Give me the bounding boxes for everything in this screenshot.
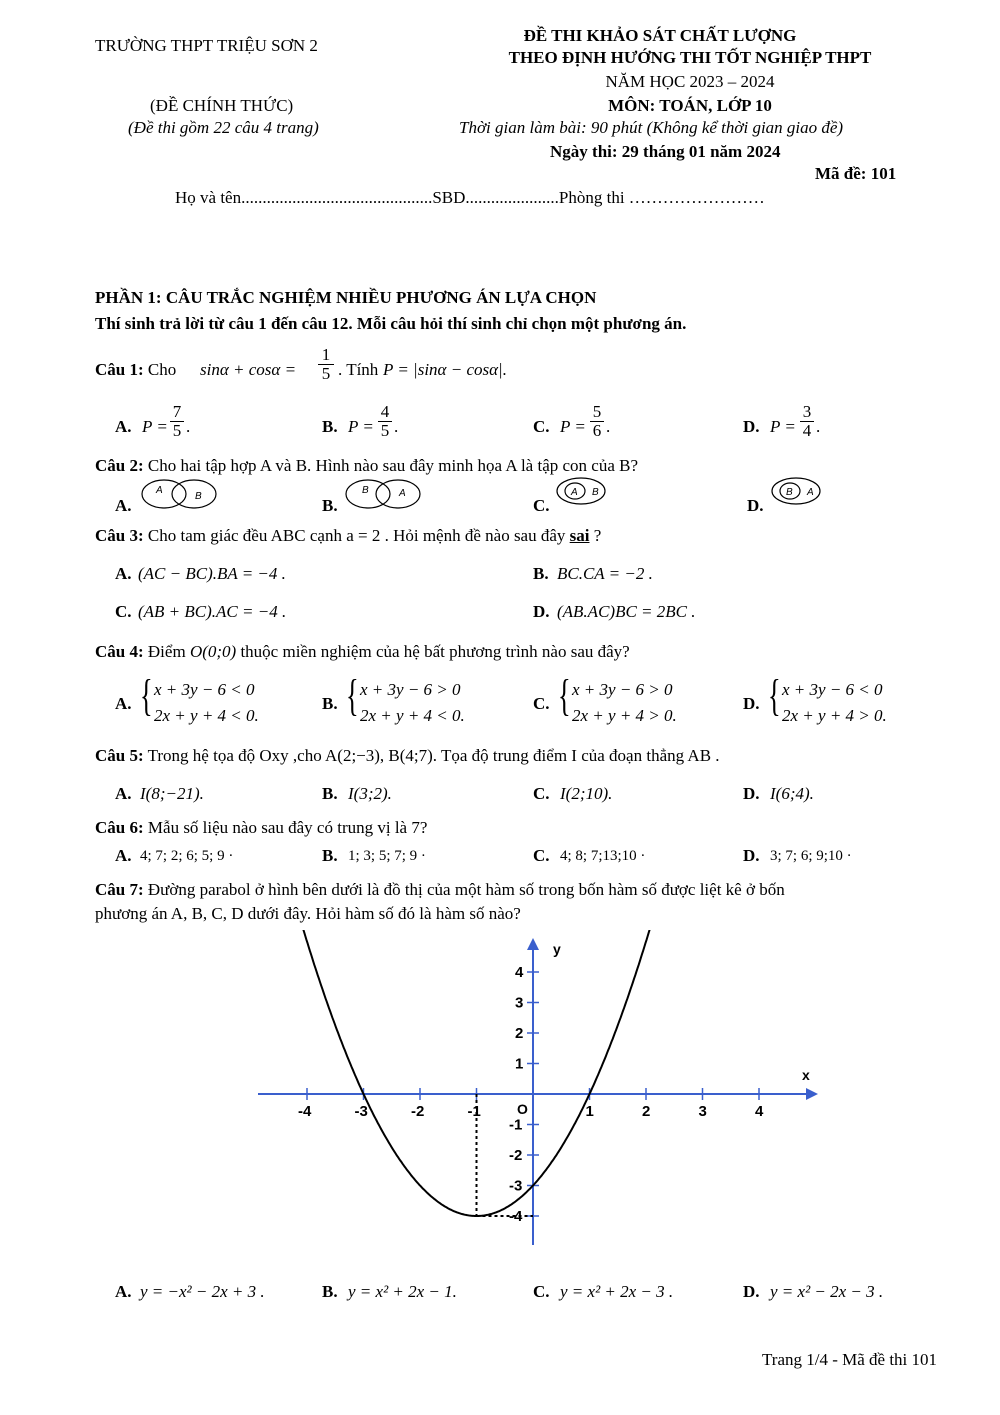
q5-stem bbox=[95, 746, 720, 766]
q4-opt-a[interactable]: A. bbox=[115, 694, 132, 713]
q3-stem bbox=[95, 526, 601, 546]
q1-label: Câu 1: bbox=[95, 360, 144, 379]
q3-ans-d: (AB.AC)BC = 2BC . bbox=[557, 602, 696, 621]
q6-ans-b: 1; 3; 5; 7; 9 · bbox=[348, 848, 426, 864]
q4-sys-a-line2: 2x + y + 4 < 0. bbox=[154, 706, 259, 725]
q1-frac-d: 3 4 bbox=[800, 403, 814, 440]
q4-opt-c[interactable]: C. bbox=[533, 694, 550, 713]
q5-ans-a: I(8;−21). bbox=[140, 784, 204, 803]
school-name: TRƯỜNG THPT TRIỆU SƠN 2 bbox=[95, 36, 318, 55]
graph-axes bbox=[258, 938, 818, 1245]
q7-label: Câu 7: bbox=[95, 880, 144, 899]
q6-opt-d[interactable]: D. bbox=[743, 846, 760, 865]
y-tick-label: 4 bbox=[515, 964, 524, 981]
y-tick-label: -4 bbox=[509, 1208, 523, 1225]
q1-ans-d: P = bbox=[770, 417, 796, 436]
q5-ans-c: I(2;10). bbox=[560, 784, 613, 803]
q4-text-a: Điểm bbox=[147, 642, 186, 661]
q6-ans-a: 4; 7; 2; 6; 5; 9 · bbox=[140, 848, 234, 864]
exam-title-1: ĐỀ THI KHẢO SÁT CHẤT LƯỢNG bbox=[523, 26, 797, 45]
q6-ans-c: 4; 8; 7;13;10 · bbox=[560, 848, 646, 864]
q1-frac-a: 7 5 bbox=[170, 403, 184, 440]
q7-stem-line1 bbox=[95, 880, 785, 900]
q2-venn-c-label-b: B bbox=[592, 487, 599, 498]
q4-sys-d-line1: x + 3y − 6 < 0 bbox=[782, 680, 883, 699]
pages-note: (Đề thi gồm 22 câu 4 trang) bbox=[128, 118, 319, 137]
q1-fraction: 1 5 bbox=[318, 346, 334, 383]
q3-label: Câu 3: bbox=[95, 526, 144, 545]
q7-ans-b: y = x² + 2x − 1. bbox=[348, 1282, 457, 1301]
q4-sys-c-line2: 2x + y + 4 > 0. bbox=[572, 706, 677, 725]
q5-opt-b[interactable]: B. bbox=[322, 784, 338, 803]
y-tick-label: -3 bbox=[509, 1177, 523, 1195]
q7-opt-a[interactable]: A. bbox=[115, 1282, 132, 1301]
q3-ans-a: (AC − BC).BA = −4 . bbox=[138, 564, 286, 583]
q3-opt-a[interactable]: A. bbox=[115, 564, 132, 583]
q6-stem bbox=[95, 818, 427, 838]
q7-ans-c: y = x² + 2x − 3 . bbox=[560, 1282, 674, 1301]
x-tick-label: -4 bbox=[298, 1103, 312, 1120]
q7-opt-d[interactable]: D. bbox=[743, 1282, 760, 1301]
exam-code: Mã đề: 101 bbox=[815, 164, 897, 183]
q2-venn-c-label-a: A bbox=[571, 487, 578, 498]
q3-ans-b: BC.CA = −2 . bbox=[557, 564, 653, 583]
q2-venn-d-label-a: A bbox=[807, 487, 814, 498]
q2-venn-d-label-b: B bbox=[786, 487, 793, 498]
q6-label: Câu 6: bbox=[95, 818, 144, 837]
q1-ans-b: P = bbox=[348, 417, 374, 436]
q4-stem bbox=[95, 642, 630, 662]
q3-text: Cho tam giác đều ABC cạnh a = 2 . Hỏi mệnh đề nào sau đây bbox=[147, 526, 566, 545]
q3-opt-b[interactable]: B. bbox=[533, 564, 549, 583]
q2-venn-b-label-b: B bbox=[362, 485, 369, 496]
q4-opt-b[interactable]: B. bbox=[322, 694, 338, 713]
q6-text: Mẫu số liệu nào sau đây có trung vị là 7? bbox=[147, 818, 428, 837]
q4-text-b: thuộc miền nghiệm của hệ bất phương trình nào sau đây? bbox=[240, 642, 630, 661]
q6-opt-b[interactable]: B. bbox=[322, 846, 338, 865]
q2-venn-a bbox=[138, 476, 222, 512]
q7-ans-a: y = −x² − 2x + 3 . bbox=[140, 1282, 265, 1301]
q5-opt-a[interactable]: A. bbox=[115, 784, 132, 803]
x-tick-label: 3 bbox=[698, 1103, 707, 1120]
q1-target: P = |sinα − cosα|. bbox=[383, 360, 507, 379]
y-axis-arrow bbox=[527, 938, 539, 950]
q7-opt-c[interactable]: C. bbox=[533, 1282, 550, 1301]
parabola-graph bbox=[250, 930, 830, 1260]
q7-text1: Đường parabol ở hình bên dưới là đồ thị của một hàm số trong bốn hàm số được liệt kê ở bốn bbox=[147, 880, 785, 899]
q5-opt-c[interactable]: C. bbox=[533, 784, 550, 803]
q6-ans-d: 3; 7; 6; 9;10 · bbox=[770, 848, 852, 864]
q3-opt-d[interactable]: D. bbox=[533, 602, 550, 621]
x-tick-label: -3 bbox=[354, 1103, 368, 1120]
q1-frac-c: 5 6 bbox=[590, 403, 604, 440]
q3-ans-c: (AB + BC).AC = −4 . bbox=[138, 602, 287, 621]
q4-sys-b-line2: 2x + y + 4 < 0. bbox=[360, 706, 465, 725]
q6-opt-a[interactable]: A. bbox=[115, 846, 132, 865]
q2-venn-d bbox=[770, 476, 826, 508]
q1-text-a: Cho bbox=[147, 360, 177, 379]
part1-instruction: Thí sinh trả lời từ câu 1 đến câu 12. Mỗi câu hỏi thí sinh chỉ chọn một phương án. bbox=[95, 314, 687, 333]
q4-sys-d-line2: 2x + y + 4 > 0. bbox=[782, 706, 887, 725]
q5-text: Trong hệ tọa độ Oxy ,cho A(2;−3), B(4;7). Tọa độ trung điểm I của đoạn thẳng AB . bbox=[147, 746, 720, 765]
q2-opt-c[interactable]: C. bbox=[533, 496, 550, 515]
y-tick-label: -2 bbox=[509, 1147, 523, 1164]
exam-title-2: THEO ĐỊNH HƯỚNG THI TỐT NGHIỆP THPT bbox=[508, 48, 872, 67]
official-label: (ĐỀ CHÍNH THỨC) bbox=[150, 96, 294, 115]
q3-text-wrong: sai bbox=[569, 526, 590, 545]
x-tick-label: 2 bbox=[642, 1103, 651, 1120]
q1-opt-d[interactable]: D. bbox=[743, 417, 760, 436]
time-note: Thời gian làm bài: 90 phút (Không kể thời gian giao đề) bbox=[459, 118, 844, 137]
q4-sys-a-line1: x + 3y − 6 < 0 bbox=[154, 680, 255, 699]
q1-expr: sinα + cosα = bbox=[200, 360, 297, 379]
q6-opt-c[interactable]: C. bbox=[533, 846, 550, 865]
q5-label: Câu 5: bbox=[95, 746, 144, 765]
q1-ans-c: P = bbox=[560, 417, 586, 436]
q5-ans-d: I(6;4). bbox=[770, 784, 814, 803]
q1-opt-b[interactable]: B. bbox=[322, 417, 338, 436]
q1-stem bbox=[95, 360, 176, 380]
exam-date: Ngày thi: 29 tháng 01 năm 2024 bbox=[550, 142, 781, 161]
q2-venn-a-label-b: B bbox=[195, 491, 202, 502]
q7-stem-line2: phương án A, B, C, D dưới đây. Hỏi hàm số đó là hàm số nào? bbox=[95, 904, 521, 923]
q2-stem bbox=[95, 456, 638, 476]
q2-opt-d[interactable]: D. bbox=[747, 496, 764, 515]
q1-ans-a: P = bbox=[142, 417, 168, 436]
q4-label: Câu 4: bbox=[95, 642, 144, 661]
school-year: NĂM HỌC 2023 – 2024 bbox=[605, 72, 775, 91]
q3-opt-c[interactable]: C. bbox=[115, 602, 132, 621]
q1-text-b: . Tính bbox=[338, 360, 379, 379]
y-tick-label: 3 bbox=[515, 994, 524, 1012]
q2-venn-c bbox=[555, 476, 611, 508]
q4-opt-d[interactable]: D. bbox=[743, 694, 760, 713]
q4-point: O(0;0) bbox=[189, 642, 237, 661]
origin-label: O bbox=[517, 1101, 528, 1117]
footer-page: Trang 1/4 - Mã đề thi 101 bbox=[762, 1350, 938, 1369]
q2-label: Câu 2: bbox=[95, 456, 144, 475]
q3-text-end: ? bbox=[589, 526, 602, 545]
q2-venn-b bbox=[342, 476, 424, 512]
q2-venn-b-label-a: A bbox=[399, 488, 406, 499]
q1-frac-b: 4 5 bbox=[378, 403, 392, 440]
x-axis-arrow bbox=[806, 1088, 818, 1100]
candidate-info-line: Họ và tên.............................................SBD......................Phòng thi …………………… bbox=[175, 188, 765, 207]
q5-opt-d[interactable]: D. bbox=[743, 784, 760, 803]
x-tick-label: -2 bbox=[411, 1103, 425, 1120]
part1-title: PHẦN 1: CÂU TRẮC NGHIỆM NHIỀU PHƯƠNG ÁN LỰA CHỌN bbox=[95, 288, 597, 307]
y-tick-label: 1 bbox=[515, 1055, 524, 1073]
q7-ans-d: y = x² − 2x − 3 . bbox=[770, 1282, 884, 1301]
x-tick-label: 1 bbox=[585, 1103, 594, 1120]
x-axis-label: x bbox=[802, 1067, 810, 1083]
q4-sys-b-line1: x + 3y − 6 > 0 bbox=[360, 680, 461, 699]
q7-opt-b[interactable]: B. bbox=[322, 1282, 338, 1301]
q2-opt-b[interactable]: B. bbox=[322, 496, 338, 515]
x-tick-label: -1 bbox=[467, 1103, 481, 1120]
y-axis-label: y bbox=[553, 941, 561, 957]
q2-venn-a-label-a: A bbox=[156, 485, 163, 496]
subject: MÔN: TOÁN, LỚP 10 bbox=[608, 96, 772, 115]
x-tick-label: 4 bbox=[755, 1103, 764, 1120]
q1-opt-c[interactable]: C. bbox=[533, 417, 550, 436]
q5-ans-b: I(3;2). bbox=[348, 784, 392, 803]
y-tick-label: 2 bbox=[515, 1025, 524, 1042]
q1-opt-a[interactable]: A. bbox=[115, 417, 132, 436]
q4-sys-c-line1: x + 3y − 6 > 0 bbox=[572, 680, 673, 699]
q2-text: Cho hai tập hợp A và B. Hình nào sau đây minh họa A là tập con của B? bbox=[147, 456, 639, 475]
q2-opt-a[interactable]: A. bbox=[115, 496, 132, 515]
y-tick-label: -1 bbox=[509, 1116, 523, 1134]
